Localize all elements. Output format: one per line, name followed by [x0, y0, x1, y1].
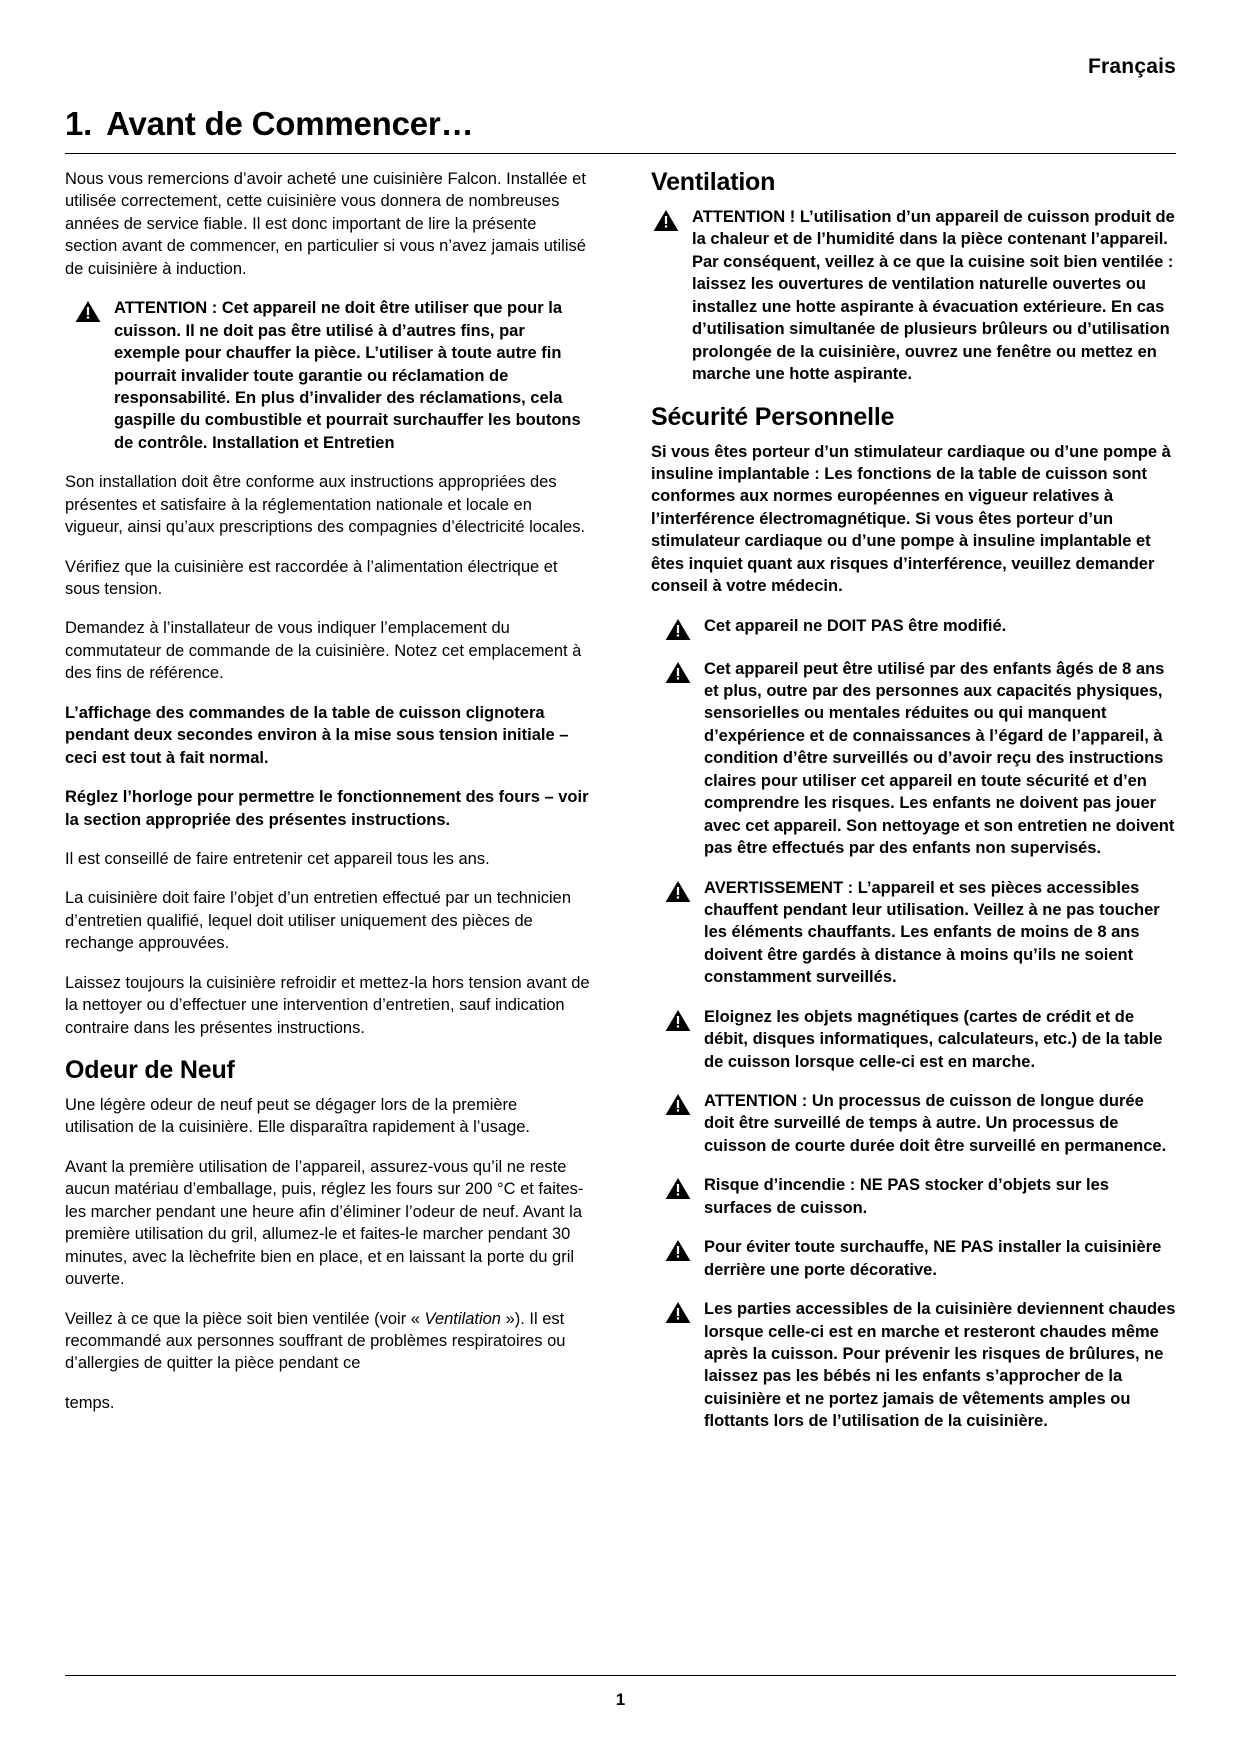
- warning-text: ATTENTION : Un processus de cuisson de longue durée doit être surveillé de temps à autre. Un processus de cuisson de courte durée doit être surveillé en permanence.: [704, 1092, 1167, 1155]
- warning-triangle-icon: [665, 1009, 691, 1032]
- ventilation-ref-text-2: »). Il est recommandé aux personnes souffrant de problèmes respiratoires ou d’allergies de quitter la pièce pendant ce: [65, 1309, 566, 1373]
- chapter-number: 1.: [65, 105, 93, 142]
- warning-block-fire-risk: [651, 1174, 1176, 1219]
- right-column: [651, 168, 1176, 1450]
- warning-block-children-use: [651, 658, 1176, 860]
- left-column: [65, 168, 590, 1431]
- qualified-technician-paragraph: La cuisinière doit faire l’objet d’un entretien effectué par un technicien d’entretien qualifié, lequel doit utiliser uniquement des pièces de rechange approuvées.: [65, 889, 572, 953]
- warning-block-accessible-parts: [651, 1298, 1176, 1433]
- ventilation-ref-text-1: Veillez à ce que la pièce soit bien ventilée (voir «: [65, 1309, 425, 1328]
- warning-triangle-icon: [665, 1301, 691, 1324]
- title-divider: [65, 153, 1176, 154]
- first-use-paragraph: Avant la première utilisation de l’appareil, assurez-vous qu’il ne reste aucun matériau d’emballage, puis, réglez les fours sur 200 °C et faites-les marcher pendant une heure afin d’éliminer l’odeur de neuf. Avant la première utilisation du gril, allumez-le et faites-le marcher pendant 30 minutes, avec la lèchefrite bien en place, et en laissant la porte du gril ouverte.: [65, 1157, 584, 1289]
- cooling-before-cleaning-paragraph: Laissez toujours la cuisinière refroidir et mettez-la hors tension avant de la nettoyer ou d’effectuer une intervention d’entretien, sauf indication contraire dans les présentes instructions.: [65, 973, 590, 1037]
- chapter-title-block: [65, 105, 1176, 154]
- warning-text: ATTENTION ! L’utilisation d’un appareil de cuisson produit de la chaleur et de l’humidité dans la pièce contenant l’appareil. Par conséquent, veillez à ce que la cuisine soit bien ventilée : laissez les ouvertures de ventilation naturelle ouvertes ou installez une hotte aspirante à évacuation extérieure. En cas d’utilisation simultanée de plusieurs brûleurs ou d’utilisation prolongée de la cuisinière, ouvrez une fenêtre ou mettez en marche une hotte aspirante.: [692, 208, 1175, 384]
- pacemaker-paragraph: Si vous êtes porteur d’un stimulateur cardiaque ou d’une pompe à insuline implantable : Les fonctions de la table de cuisson sont conformes aux normes européennes en vigueur relatives à l’interférence électromagnétique. Si vous êtes porteur d’un stimulateur cardiaque ou d’une pompe à insuline implantable et êtes inquiet quant aux risques d’interférence, veuillez demander conseil à votre médecin.: [651, 442, 1171, 596]
- warning-triangle-icon: [75, 300, 101, 323]
- chapter-title-text: Avant de Commencer…: [106, 105, 474, 142]
- warning-triangle-icon: [653, 209, 679, 232]
- warning-triangle-icon: [665, 1093, 691, 1116]
- warning-text: ATTENTION : Cet appareil ne doit être utiliser que pour la cuisson. Il ne doit pas être utilisé à d’autres fins, par exemple pour chauffer la pièce. L’utiliser à toute autre fin pourrait invalider toute garantie ou réclamation de responsabilité. En plus d’invalider des réclamations, cela gaspille du combustible et pourrait surchauffer les boutons de contrôle. Installation et Entretien: [114, 299, 581, 452]
- annual-service-paragraph: Il est conseillé de faire entretenir cet appareil tous les ans.: [65, 849, 490, 868]
- page-number: 1: [615, 1690, 626, 1709]
- clock-setting-paragraph: Réglez l’horloge pour permettre le fonctionnement des fours – voir la section appropriée des présentes instructions.: [65, 788, 589, 829]
- warning-block-appliance-use: [65, 297, 590, 454]
- warning-triangle-icon: [665, 880, 691, 903]
- warning-text: Les parties accessibles de la cuisinière deviennent chaudes lorsque celle-ci est en marche et resteront chaudes même après la cuisson. Pour prévenir les risques de brûlures, ne laissez pas les bébés ni les enfants s’approcher de la cuisinière et ne portez jamais de vêtements amples ou flottants lors de l’utilisation de la cuisinière.: [704, 1300, 1176, 1431]
- warning-block-magnetic-objects: [651, 1006, 1176, 1073]
- ventilation-ref-italic: Ventilation: [424, 1309, 501, 1328]
- warning-triangle-icon: [665, 1239, 691, 1262]
- section-heading-ventilation: Ventilation: [651, 168, 776, 196]
- power-check-paragraph: Vérifiez que la cuisinière est raccordée à l’alimentation électrique et sous tension.: [65, 557, 558, 598]
- new-smell-paragraph: Une légère odeur de neuf peut se dégager lors de la première utilisation de la cuisinière. Elle disparaîtra rapidement à l’usage.: [65, 1096, 531, 1137]
- warning-text: Cet appareil ne DOIT PAS être modifié.: [704, 616, 1007, 635]
- intro-paragraph: Nous vous remercions d’avoir acheté une cuisinière Falcon. Installée et utilisée correctement, cette cuisinière vous donnera de nombreuses années de service fiable. Il est donc important de lire la présente section avant de commencer, en particulier si vous n’avez jamais utilisé de cuisinière à induction.: [65, 170, 586, 278]
- section-heading-securite-personnelle: Sécurité Personnelle: [651, 402, 895, 431]
- footer-divider: [65, 1675, 1176, 1676]
- switch-location-paragraph: Demandez à l’installateur de vous indiquer l’emplacement du commutateur de commande de la cuisinière. Notez cet emplacement à des fins de référence.: [65, 619, 582, 683]
- installation-paragraph: Son installation doit être conforme aux instructions appropriées des présentes et satisfaire à la réglementation nationale et locale en vigueur, ainsi qu’aux prescriptions des compagnies d’électricité locales.: [65, 473, 586, 537]
- warning-text: Cet appareil peut être utilisé par des enfants âgés de 8 ans et plus, outre par des personnes aux capacités physiques, sensorielles ou mentales réduites ou qui manquent d’expérience et de connaissances à l’égard de l’appareil, à condition d’être surveillés ou d’avoir reçu des instructions claires pour utiliser cet appareil en toute sécurité et d’en comprendre les risques. Les enfants ne doivent pas jouer avec cet appareil. Son nettoyage et son entretien ne doivent pas être effectués par des enfants non supervisés.: [704, 659, 1175, 858]
- warning-triangle-icon: [665, 661, 691, 684]
- warning-block-no-modification: [651, 615, 1176, 641]
- warning-triangle-icon: [665, 1177, 691, 1200]
- warning-triangle-icon: [665, 618, 691, 641]
- section-heading-odeur-de-neuf: Odeur de Neuf: [65, 1056, 235, 1084]
- warning-text: Eloignez les objets magnétiques (cartes de crédit et de débit, disques informatiques, calculateurs, etc.) de la table de cuisson lorsque celle-ci est en marche.: [704, 1007, 1163, 1071]
- warning-block-ventilation: [651, 206, 1176, 386]
- warning-text: Risque d’incendie : NE PAS stocker d’objets sur les surfaces de cuisson.: [704, 1176, 1109, 1217]
- language-label: Français: [1088, 55, 1176, 78]
- warning-block-decorative-door: [651, 1236, 1176, 1281]
- content-columns: [65, 168, 1176, 1648]
- ventilation-reference-continued: temps.: [65, 1393, 115, 1412]
- page-title: [65, 105, 1176, 143]
- display-flash-paragraph: L’affichage des commandes de la table de cuisson clignotera pendant deux secondes environ à la mise sous tension initiale – ceci est tout à fait normal.: [65, 703, 569, 767]
- warning-block-cooking-supervision: [651, 1090, 1176, 1157]
- ventilation-reference-paragraph: [65, 1308, 590, 1375]
- warning-text: Pour éviter toute surchauffe, NE PAS installer la cuisinière derrière une porte décorative.: [704, 1238, 1162, 1279]
- warning-block-hot-surfaces: [651, 877, 1176, 989]
- warning-text: AVERTISSEMENT : L’appareil et ses pièces accessibles chauffent pendant leur utilisation. Veillez à ne pas toucher les éléments chauffants. Les enfants de moins de 8 ans doivent être gardés à distance à moins qu’ils ne soient constamment surveillés.: [704, 878, 1160, 987]
